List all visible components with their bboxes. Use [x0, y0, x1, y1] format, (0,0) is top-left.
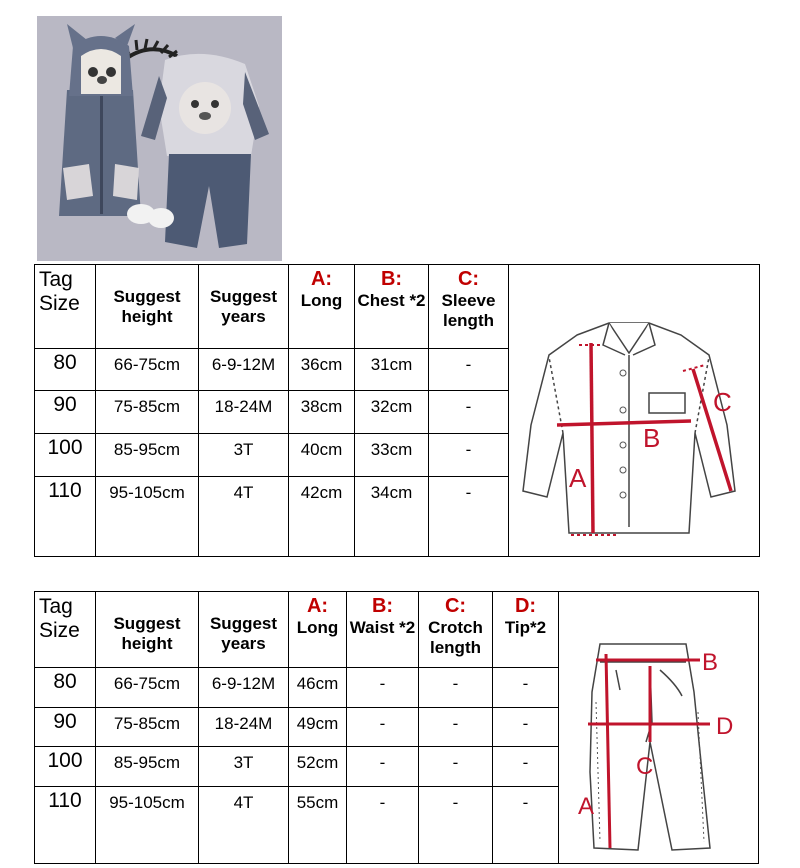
product-photo	[37, 16, 282, 261]
label-c: C	[635, 753, 653, 780]
long-cell: 55cm	[289, 787, 347, 863]
label-b: B	[701, 649, 718, 676]
size-cell: 110	[35, 477, 96, 557]
header-tip: D: Tip*2	[493, 592, 559, 668]
header-suggest-years: Suggest years	[199, 592, 289, 668]
header-tag-size: Tag Size	[35, 265, 96, 349]
sleeve-cell: -	[429, 477, 509, 557]
long-cell: 46cm	[289, 668, 347, 707]
crotch-cell: -	[419, 707, 493, 746]
height-cell: 85-95cm	[96, 434, 199, 477]
height-cell: 75-85cm	[96, 391, 199, 434]
waist-cell: -	[347, 668, 419, 707]
height-cell: 95-105cm	[96, 477, 199, 557]
label-d: D	[715, 713, 733, 740]
header-tag-size: Tag Size	[35, 592, 96, 668]
tip-cell: -	[493, 668, 559, 707]
size-cell: 90	[35, 707, 96, 746]
tip-cell: -	[493, 746, 559, 786]
sleeve-cell: -	[429, 434, 509, 477]
label-a: A	[577, 793, 594, 820]
waist-cell: -	[347, 746, 419, 786]
long-cell: 49cm	[289, 707, 347, 746]
shirt-diagram-svg	[509, 265, 759, 551]
header-suggest-height: Suggest height	[96, 592, 199, 668]
years-cell: 18-24M	[199, 707, 289, 746]
waist-cell: -	[347, 707, 419, 746]
long-cell: 40cm	[289, 434, 355, 477]
size-cell: 80	[35, 668, 96, 707]
label-c: C	[713, 387, 732, 417]
product-photo-illustration	[37, 16, 282, 261]
years-cell: 3T	[199, 434, 289, 477]
chest-cell: 31cm	[355, 348, 429, 391]
label-a: A	[569, 463, 587, 493]
height-cell: 75-85cm	[96, 707, 199, 746]
label-b: B	[643, 423, 661, 453]
shirt-size-table	[34, 264, 760, 557]
tip-cell: -	[493, 707, 559, 746]
crotch-cell: -	[419, 668, 493, 707]
size-cell: 100	[35, 434, 96, 477]
size-cell: 100	[35, 746, 96, 786]
chest-cell: 34cm	[355, 477, 429, 557]
size-cell: 110	[35, 787, 96, 863]
header-waist: B: Waist *2	[347, 592, 419, 668]
years-cell: 4T	[199, 787, 289, 863]
pants-measure-diagram	[559, 592, 759, 864]
shirt-measure-diagram	[509, 265, 760, 557]
header-long: A: Long	[289, 265, 355, 349]
pants-size-table	[34, 591, 759, 864]
long-cell: 36cm	[289, 348, 355, 391]
chest-cell: 33cm	[355, 434, 429, 477]
header-crotch-length: C: Crotch length	[419, 592, 493, 668]
height-cell: 66-75cm	[96, 668, 199, 707]
crotch-cell: -	[419, 746, 493, 786]
header-long: A: Long	[289, 592, 347, 668]
years-cell: 4T	[199, 477, 289, 557]
years-cell: 3T	[199, 746, 289, 786]
long-cell: 42cm	[289, 477, 355, 557]
long-cell: 52cm	[289, 746, 347, 786]
crotch-cell: -	[419, 787, 493, 863]
tip-cell: -	[493, 787, 559, 863]
sleeve-cell: -	[429, 348, 509, 391]
size-cell: 80	[35, 348, 96, 391]
height-cell: 95-105cm	[96, 787, 199, 863]
chest-cell: 32cm	[355, 391, 429, 434]
header-chest: B: Chest *2	[355, 265, 429, 349]
years-cell: 6-9-12M	[199, 668, 289, 707]
height-cell: 66-75cm	[96, 348, 199, 391]
size-cell: 90	[35, 391, 96, 434]
header-sleeve-length: C: Sleeve length	[429, 265, 509, 349]
years-cell: 18-24M	[199, 391, 289, 434]
sleeve-cell: -	[429, 391, 509, 434]
header-suggest-height: Suggest height	[96, 265, 199, 349]
height-cell: 85-95cm	[96, 746, 199, 786]
header-suggest-years: Suggest years	[199, 265, 289, 349]
years-cell: 6-9-12M	[199, 348, 289, 391]
long-cell: 38cm	[289, 391, 355, 434]
pants-diagram-svg	[560, 592, 758, 858]
waist-cell: -	[347, 787, 419, 863]
